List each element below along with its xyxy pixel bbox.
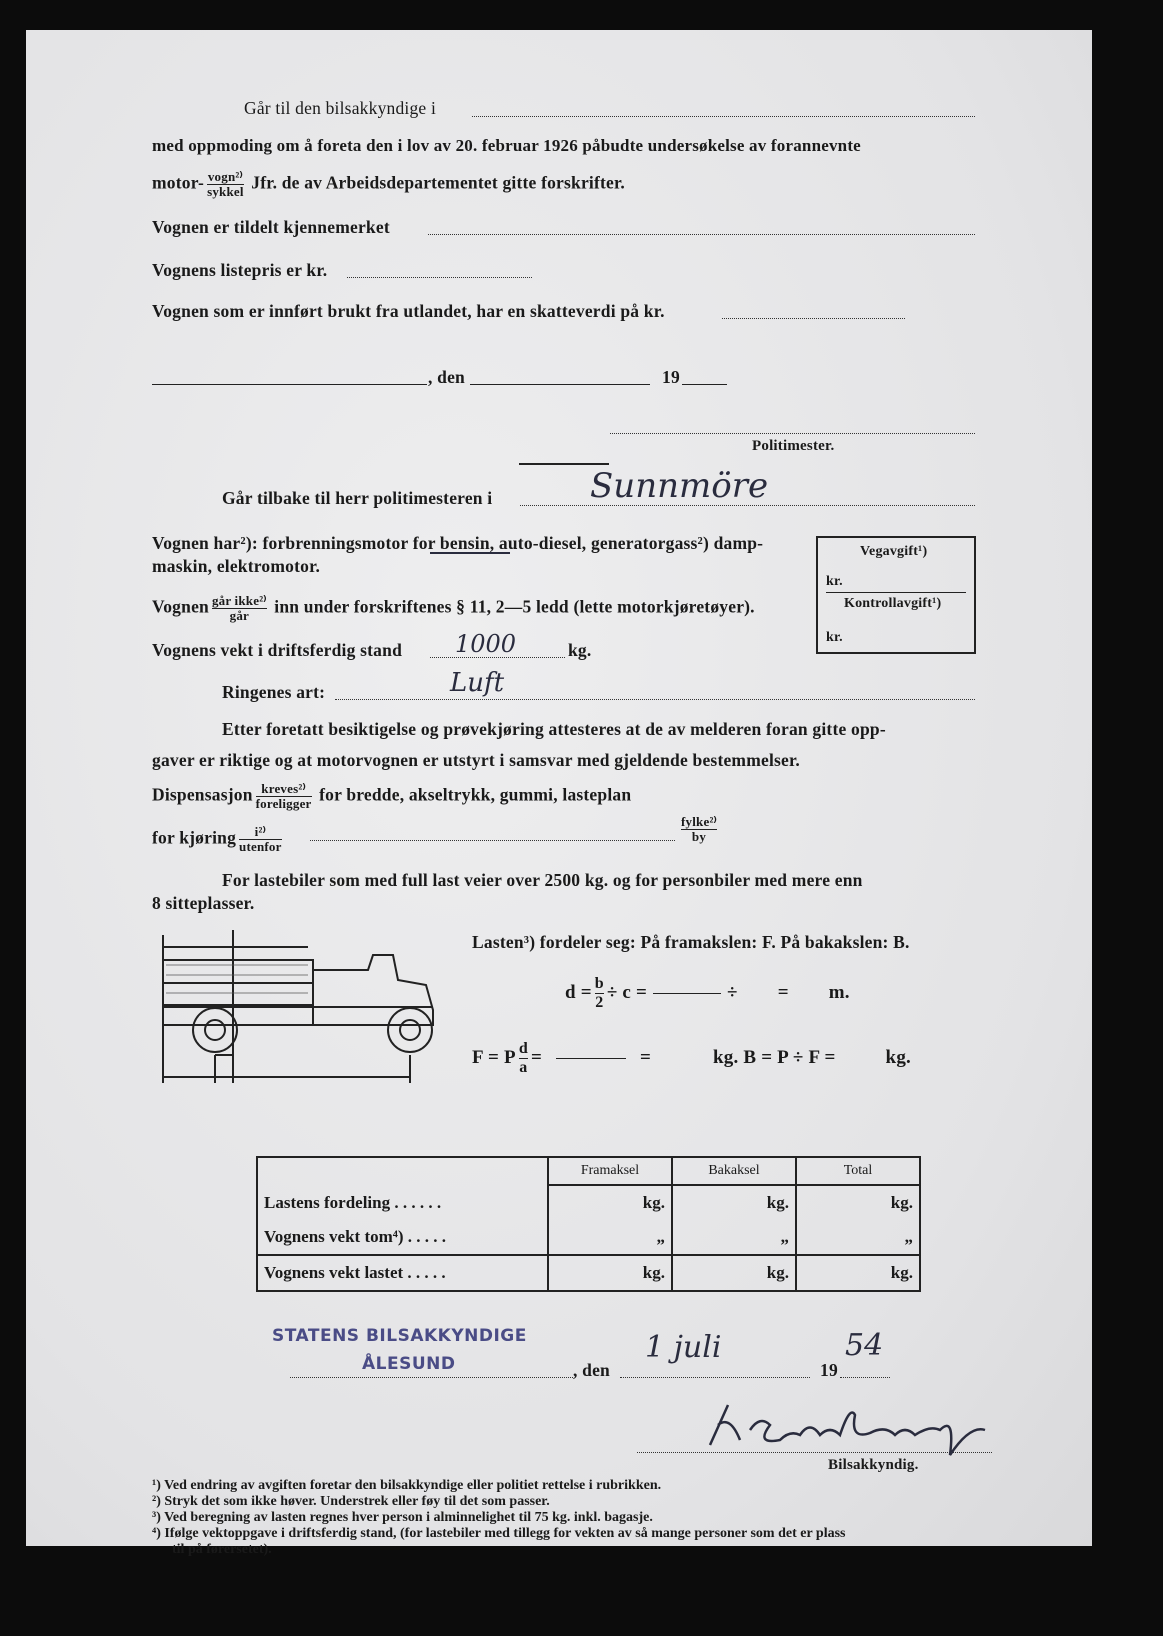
field-place2 bbox=[290, 1377, 573, 1378]
line-kjennemerket: Vognen er tildelt kjennemerket bbox=[152, 217, 390, 237]
motor-line2: maskin, elektromotor. bbox=[152, 556, 321, 576]
footnote-2: ²) Stryk det som ikke høver. Understrek eller føy til det som passer. bbox=[152, 1494, 550, 1509]
den-label: , den bbox=[573, 1360, 610, 1380]
cell: kg. bbox=[672, 1185, 796, 1220]
f1-b: ÷ c = bbox=[606, 981, 648, 1003]
frac-den: går bbox=[229, 608, 250, 623]
frac-den: 2 bbox=[595, 994, 604, 1011]
truck-diagram bbox=[158, 925, 443, 1095]
field-bilsakkyndig bbox=[472, 116, 975, 117]
frac-num: kreves²⁾ bbox=[256, 782, 312, 797]
lastebil-line2: 8 sitteplasser. bbox=[152, 893, 255, 913]
attest-line2: gaver er riktige og at motorvognen er utstyrt i samsvar med gjeldende bestemmelser. bbox=[152, 750, 800, 770]
footnote-3: ³) Ved beregning av lasten regnes hver person i alminnelighet til 75 kg. inkl. bagasje. bbox=[152, 1510, 653, 1525]
field-date1 bbox=[470, 384, 650, 385]
f1-c: ÷ bbox=[727, 981, 738, 1003]
f2-e: kg. bbox=[885, 1046, 911, 1068]
row-label: Vognens vekt lastet . . . . . bbox=[264, 1263, 446, 1282]
kjoring-field bbox=[310, 840, 675, 841]
footnote-1: ¹) Ved endring av avgiften foretar den bilsakkyndige eller politiet rettelse i rubrikken. bbox=[152, 1478, 662, 1493]
den-label: , den bbox=[428, 367, 465, 387]
field-year1 bbox=[682, 384, 727, 385]
cell: kg. bbox=[796, 1185, 920, 1220]
motor-prefix: motor- bbox=[152, 172, 205, 193]
kr-label: kr. bbox=[826, 574, 843, 589]
tires-value: Luft bbox=[450, 668, 505, 698]
load-table bbox=[256, 1156, 921, 1292]
underline-bensin bbox=[430, 552, 510, 554]
tires-label: Ringenes art: bbox=[222, 682, 326, 702]
line-bilsakkyndig: Går til den bilsakkyndige i bbox=[244, 98, 437, 118]
formula-f bbox=[472, 1040, 911, 1077]
line-gar bbox=[152, 594, 755, 623]
weight-unit: kg. bbox=[568, 640, 592, 660]
formula-d bbox=[565, 975, 850, 1012]
gar-suffix: inn under forskriftenes § 11, 2—5 ledd (lette motorkjøretøyer). bbox=[274, 596, 755, 617]
frac-num: i²⁾ bbox=[239, 825, 282, 840]
kjoring-prefix: for kjøring bbox=[152, 827, 237, 848]
date2-day: 1 juli bbox=[645, 1330, 722, 1365]
field-place1 bbox=[152, 384, 427, 385]
attest-line1: Etter foretatt besiktigelse og prøvekjøring attesteres at de av melderen foran gitte opp- bbox=[222, 719, 886, 739]
return-value: Sunnmöre bbox=[590, 466, 769, 506]
field-skatteverdi bbox=[722, 318, 905, 319]
f2-b: = bbox=[530, 1046, 542, 1068]
field-year2 bbox=[840, 1377, 890, 1378]
vegavgift-field bbox=[826, 592, 966, 593]
cell: „ bbox=[548, 1220, 672, 1255]
frac-num: fylke²⁾ bbox=[681, 814, 717, 829]
frac-num: går ikke²⁾ bbox=[211, 593, 267, 608]
year-label: 19 bbox=[820, 1360, 838, 1380]
line-oppmoding: med oppmoding om å foreta den i lov av 20. februar 1926 påbudte undersøkelse av forannevnte bbox=[152, 136, 861, 155]
line-skatteverdi: Vognen som er innført brukt fra utlandet, har en skatteverdi på kr. bbox=[152, 301, 665, 321]
year-label: 19 bbox=[662, 367, 680, 387]
cell: kg. bbox=[672, 1255, 796, 1291]
frac-num: b bbox=[594, 975, 604, 992]
stamp-line1: STATENS BILSAKKYNDIGE bbox=[272, 1326, 527, 1346]
field-listepris bbox=[347, 277, 532, 278]
cell: kg. bbox=[548, 1255, 672, 1291]
kontrollavgift-label: Kontrollavgift¹) bbox=[844, 596, 942, 611]
field-date2 bbox=[620, 1377, 810, 1378]
politimester-label: Politimester. bbox=[752, 438, 835, 454]
lastebil-line1: For lastebiler som med full last veier over 2500 kg. og for personbiler med mere enn bbox=[222, 870, 863, 890]
date2-year: 54 bbox=[845, 1328, 884, 1363]
frac-num: vogn²⁾ bbox=[207, 169, 243, 184]
header-total: Total bbox=[796, 1157, 920, 1185]
motor-suffix: Jfr. de av Arbeidsdepartementet gitte forskrifter. bbox=[251, 172, 625, 193]
disp-prefix: Dispensasjon bbox=[152, 784, 253, 805]
cell: kg. bbox=[796, 1255, 920, 1291]
cell: „ bbox=[796, 1220, 920, 1255]
cell: kg. bbox=[548, 1185, 672, 1220]
stamp-line2: ÅLESUND bbox=[362, 1354, 456, 1374]
divider bbox=[519, 463, 609, 465]
f1-e: m. bbox=[828, 981, 850, 1003]
signature-politimester-line bbox=[610, 433, 975, 434]
disp-suffix: for bredde, akseltrykk, gummi, lasteplan bbox=[319, 784, 632, 805]
field-kjennemerket bbox=[428, 234, 975, 235]
vegavgift-label: Vegavgift¹) bbox=[860, 544, 928, 559]
f2-d: kg. B = P ÷ F = bbox=[713, 1046, 836, 1068]
f2-a: F = P bbox=[472, 1046, 516, 1068]
cell: „ bbox=[672, 1220, 796, 1255]
f2-c: = bbox=[639, 1046, 652, 1068]
line-dispensasjon bbox=[152, 782, 631, 811]
frac-den: a bbox=[519, 1059, 528, 1076]
line-listepris: Vognens listepris er kr. bbox=[152, 260, 328, 280]
fylke-frac bbox=[678, 815, 720, 844]
line-motor bbox=[152, 170, 625, 199]
fees-box bbox=[816, 536, 976, 654]
gar-prefix: Vognen bbox=[152, 596, 209, 617]
footnote-4: ⁴) Ifølge vektoppgave i driftsferdig stand, (for lastebiler med tillegg for vekten av så mange personer som det er plass bbox=[152, 1526, 846, 1541]
lasten-label: Lasten³) fordeler seg: På framakslen: F. På bakakslen: B. bbox=[472, 932, 910, 952]
frac-den: foreligger bbox=[255, 796, 312, 811]
weight-value: 1000 bbox=[455, 630, 517, 658]
tires-field bbox=[335, 699, 975, 700]
footnote-4-cont: til på førersetet). bbox=[172, 1542, 272, 1557]
weight-label: Vognens vekt i driftsferdig stand bbox=[152, 640, 403, 660]
frac-den: by bbox=[691, 829, 707, 844]
f1-a: d = bbox=[565, 981, 592, 1003]
frac-den: sykkel bbox=[207, 184, 244, 199]
line-kjoring bbox=[152, 825, 285, 854]
row-label: Lastens fordeling . . . . . . bbox=[264, 1192, 442, 1212]
row-label: Vognens vekt tom⁴) . . . . . bbox=[264, 1227, 447, 1246]
frac-den: utenfor bbox=[239, 839, 282, 854]
header-bakaksel: Bakaksel bbox=[672, 1157, 796, 1185]
header-framaksel: Framaksel bbox=[548, 1157, 672, 1185]
motor-line1: Vognen har²): forbrenningsmotor for bensin, auto-diesel, generatorgass²) damp- bbox=[152, 533, 764, 553]
return-label: Går tilbake til herr politimesteren i bbox=[222, 488, 493, 508]
signature bbox=[700, 1385, 990, 1465]
f1-d: = bbox=[777, 981, 789, 1003]
kr-label: kr. bbox=[826, 630, 843, 645]
frac-num: d bbox=[518, 1040, 528, 1057]
bilsakkyndig-label: Bilsakkyndig. bbox=[828, 1457, 919, 1473]
